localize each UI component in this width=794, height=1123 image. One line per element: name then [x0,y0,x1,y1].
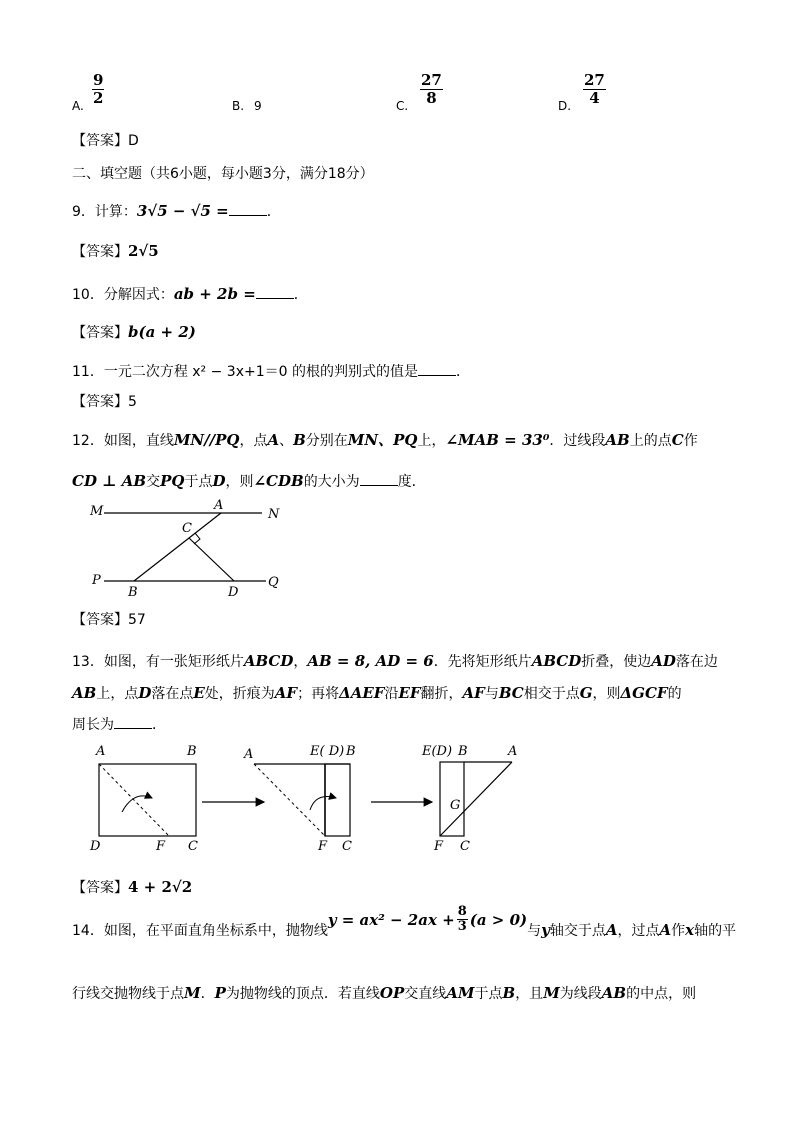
q13-blank [114,716,152,729]
q14-text: 为抛物线的顶点．若直线 [225,986,380,1002]
q11-text: 11．一元二次方程 x² − 3x+1＝0 的根的判别式的值是 [72,364,418,380]
label-d: D [228,585,239,600]
q10-suffix: ． [293,287,308,303]
question-12-line-2 [72,471,426,491]
option-c-label: C. [396,99,409,113]
answer-value: 4 + 2√2 [128,878,193,896]
right-angle-mark [194,533,200,544]
option-c-numerator: 27 [421,71,442,89]
fig3-label-b: B [458,744,468,759]
question-13-line-3 [72,714,166,734]
q13-math: ABCD [243,652,294,670]
option-d-fraction [583,72,606,106]
q14-math: x [685,920,695,939]
q12-text: ，则 [225,474,254,490]
q12-text: 于点 [184,474,213,490]
option-a-denominator: 2 [93,88,104,107]
fig2-strip [325,764,350,836]
q9-suffix: ． [266,204,281,220]
label-q: Q [268,575,279,590]
q14-text: ． [200,986,215,1002]
q12-text: ，点 [239,433,268,449]
q13-math: ΔAEF [339,684,385,702]
q13-text: ， [293,654,308,670]
q12-answer [72,609,146,629]
fig2-label-c: C [342,839,352,854]
option-d-numerator: 27 [584,71,605,89]
q12-text: 度． [397,474,426,490]
q13-text: 处，折痕为 [204,686,275,702]
q13-figure [84,740,534,856]
question-14-line-1 [72,904,737,945]
q8-answer [72,130,139,150]
fig1-label-c: C [188,839,198,854]
question-11 [72,361,470,381]
fig3-label-f: F [434,839,444,854]
segment-cd [189,538,234,581]
option-b-label: B. [232,99,245,113]
q13-text: 折叠，使边 [581,654,652,670]
question-9 [72,201,281,221]
q12-text: 分别在 [305,433,348,449]
q14-math: AM [446,984,475,1002]
q14-fraction-denominator: 3 [457,919,467,935]
q12-math: A [267,431,280,449]
answer-label: 【答案】 [72,325,128,341]
q10-answer [72,322,196,342]
q13-math: AB = 8, AD = 6 [307,652,434,670]
fig2-fold-line [254,764,325,836]
q14-text: 于点 [474,986,503,1002]
q12-math: CD ⊥ AB [72,472,147,490]
q11-blank [418,363,456,376]
q10-prefix: 10．分解因式： [72,287,174,303]
q13-math: D [138,684,152,702]
q14-math: y [541,920,550,939]
q13-text: 落在点 [151,686,194,702]
label-c: C [182,521,192,536]
answer-value: 5 [128,394,137,410]
q13-math: ΔGCF [620,684,668,702]
q12-text: 12．如图，直线 [72,433,174,449]
answer-value: b(a + 2) [128,323,196,341]
q12-math: ∠CDB [253,472,304,490]
q9-expression: 3√5 − √5 = [136,202,229,220]
answer-label: 【答案】 [72,612,128,628]
option-a-fraction [92,72,104,106]
option-a-label: A. [72,99,84,113]
fig1-rectangle [99,764,196,836]
option-d-label: D. [558,99,572,113]
q12-figure [84,498,294,602]
answer-label: 【答案】 [72,133,128,149]
label-b: B [128,585,138,600]
fig1-fold-line [99,764,169,836]
fig1-fold-arrow [122,796,152,812]
q13-math: AD [651,652,676,670]
q13-answer [72,877,192,897]
q14-text: 行线交抛物线于点 [72,986,184,1002]
q13-math: E [193,684,205,702]
q14-text: 交直线 [404,986,447,1002]
q12-text: 交 [146,474,161,490]
q13-text: 周长为 [72,717,114,733]
q13-text: 的 [667,686,682,702]
section-heading: 二、填空题（共6小题，每小题3分，满分18分） [72,166,374,182]
option-a-numerator: 9 [93,71,104,89]
q13-text: 落在边 [675,654,718,670]
q13-text: 翻折， [420,686,463,702]
q10-expression: ab + 2b = [173,285,256,303]
segment-ab [134,513,221,581]
q14-text: 14．如图，在平面直角坐标系中，抛物线 [72,922,328,939]
q12-text: 上， [417,433,446,449]
q14-text: 作 [671,922,686,939]
q14-text: 为线段 [559,986,602,1002]
q12-math: PQ [160,472,185,490]
fig3-label-a: A [508,744,518,759]
fig1-label-b: B [187,744,197,759]
q14-math: P [214,984,226,1002]
q13-text: ，则 [592,686,621,702]
answer-value: 2√5 [128,242,159,260]
q14-text: 的中点，则 [626,986,697,1002]
q13-text: 与 [484,686,499,702]
fig3-label-ed: E(D) [422,744,453,759]
q10-blank [256,286,294,299]
q13-math: G [579,684,593,702]
fig2-label-ed: E( D) [310,744,345,759]
q12-math: D [212,472,226,490]
fig2-label-b: B [346,744,356,759]
q13-math: AB [72,684,97,702]
label-n: N [268,507,280,522]
q14-fraction-numerator: 8 [457,904,467,919]
question-14-line-2 [72,983,696,1003]
answer-value: D [128,133,139,149]
q14-math: AB [601,984,627,1002]
q12-text: 、 [279,433,294,449]
q13-math: AF [462,684,485,702]
q14-math: B [502,984,516,1002]
q14-math: A [659,920,672,939]
q12-math: ∠MAB = 33⁰ [445,431,550,449]
q12-math: AB [605,431,630,449]
q14-text: 轴的平 [694,922,737,939]
q14-math: OP [379,984,405,1002]
answer-label: 【答案】 [72,244,128,260]
q13-text: 上，点 [96,686,139,702]
q14-text: ，过点 [617,922,660,939]
q12-blank [360,473,398,486]
q14-math: M [543,984,560,1002]
q14-text: 与 [527,922,542,939]
q11-suffix: ． [455,364,470,380]
q13-text: 沿 [384,686,399,702]
fig3-label-c: C [460,839,470,854]
q9-blank [229,203,267,216]
q12-text: 的大小为 [303,474,360,490]
q14-equation-left: y = ax² − 2ax + [327,910,455,929]
q13-math: EF [398,684,421,702]
q13-math: BC [498,684,524,702]
answer-label: 【答案】 [72,394,128,410]
q14-text: ，且 [515,986,544,1002]
q13-math: ABCD [531,652,582,670]
fig1-label-f: F [156,839,166,854]
q12-math: C [671,431,684,449]
q13-text: 13．如图，有一张矩形纸片 [72,654,244,670]
fig2-label-f: F [318,839,328,854]
option-c-denominator: 8 [426,88,437,107]
fig1-label-d: D [90,839,101,854]
option-b-value: 9 [254,99,262,113]
answer-label: 【答案】 [72,880,128,896]
fig2-fold-arrow [310,797,336,811]
option-d-denominator: 4 [589,88,600,107]
question-13-line-1 [72,651,718,671]
q14-math: A [605,920,618,939]
q13-text: ；再将 [297,686,340,702]
q13-text: ．先将矩形纸片 [433,654,532,670]
question-10 [72,284,308,304]
q12-text: 作 [683,433,698,449]
label-m: M [90,504,104,519]
fig1-label-a: A [96,744,106,759]
question-12-line-1 [72,429,698,450]
q12-math: MN、PQ [347,431,418,449]
q12-math: MN//PQ [173,431,240,449]
q9-answer [72,241,159,261]
q14-fraction [457,905,468,935]
q14-equation-right: (a > 0) [469,910,528,929]
question-13-line-2 [72,683,682,703]
q14-math: M [184,984,201,1002]
answer-value: 57 [128,612,146,628]
q13-text: 相交于点 [523,686,580,702]
fig2-label-a: A [244,747,254,762]
q12-text: ．过线段 [549,433,606,449]
label-a: A [214,498,224,513]
q9-prefix: 9．计算： [72,204,137,220]
q14-text: 轴交于点 [549,922,606,939]
q12-text: 上的点 [629,433,672,449]
q13-math: AF [274,684,298,702]
q11-answer [72,391,137,411]
q12-math: B [293,431,306,449]
q13-text: ． [152,717,166,733]
label-p: P [92,573,101,588]
option-c-fraction [420,72,443,106]
fig3-label-g: G [450,798,461,813]
